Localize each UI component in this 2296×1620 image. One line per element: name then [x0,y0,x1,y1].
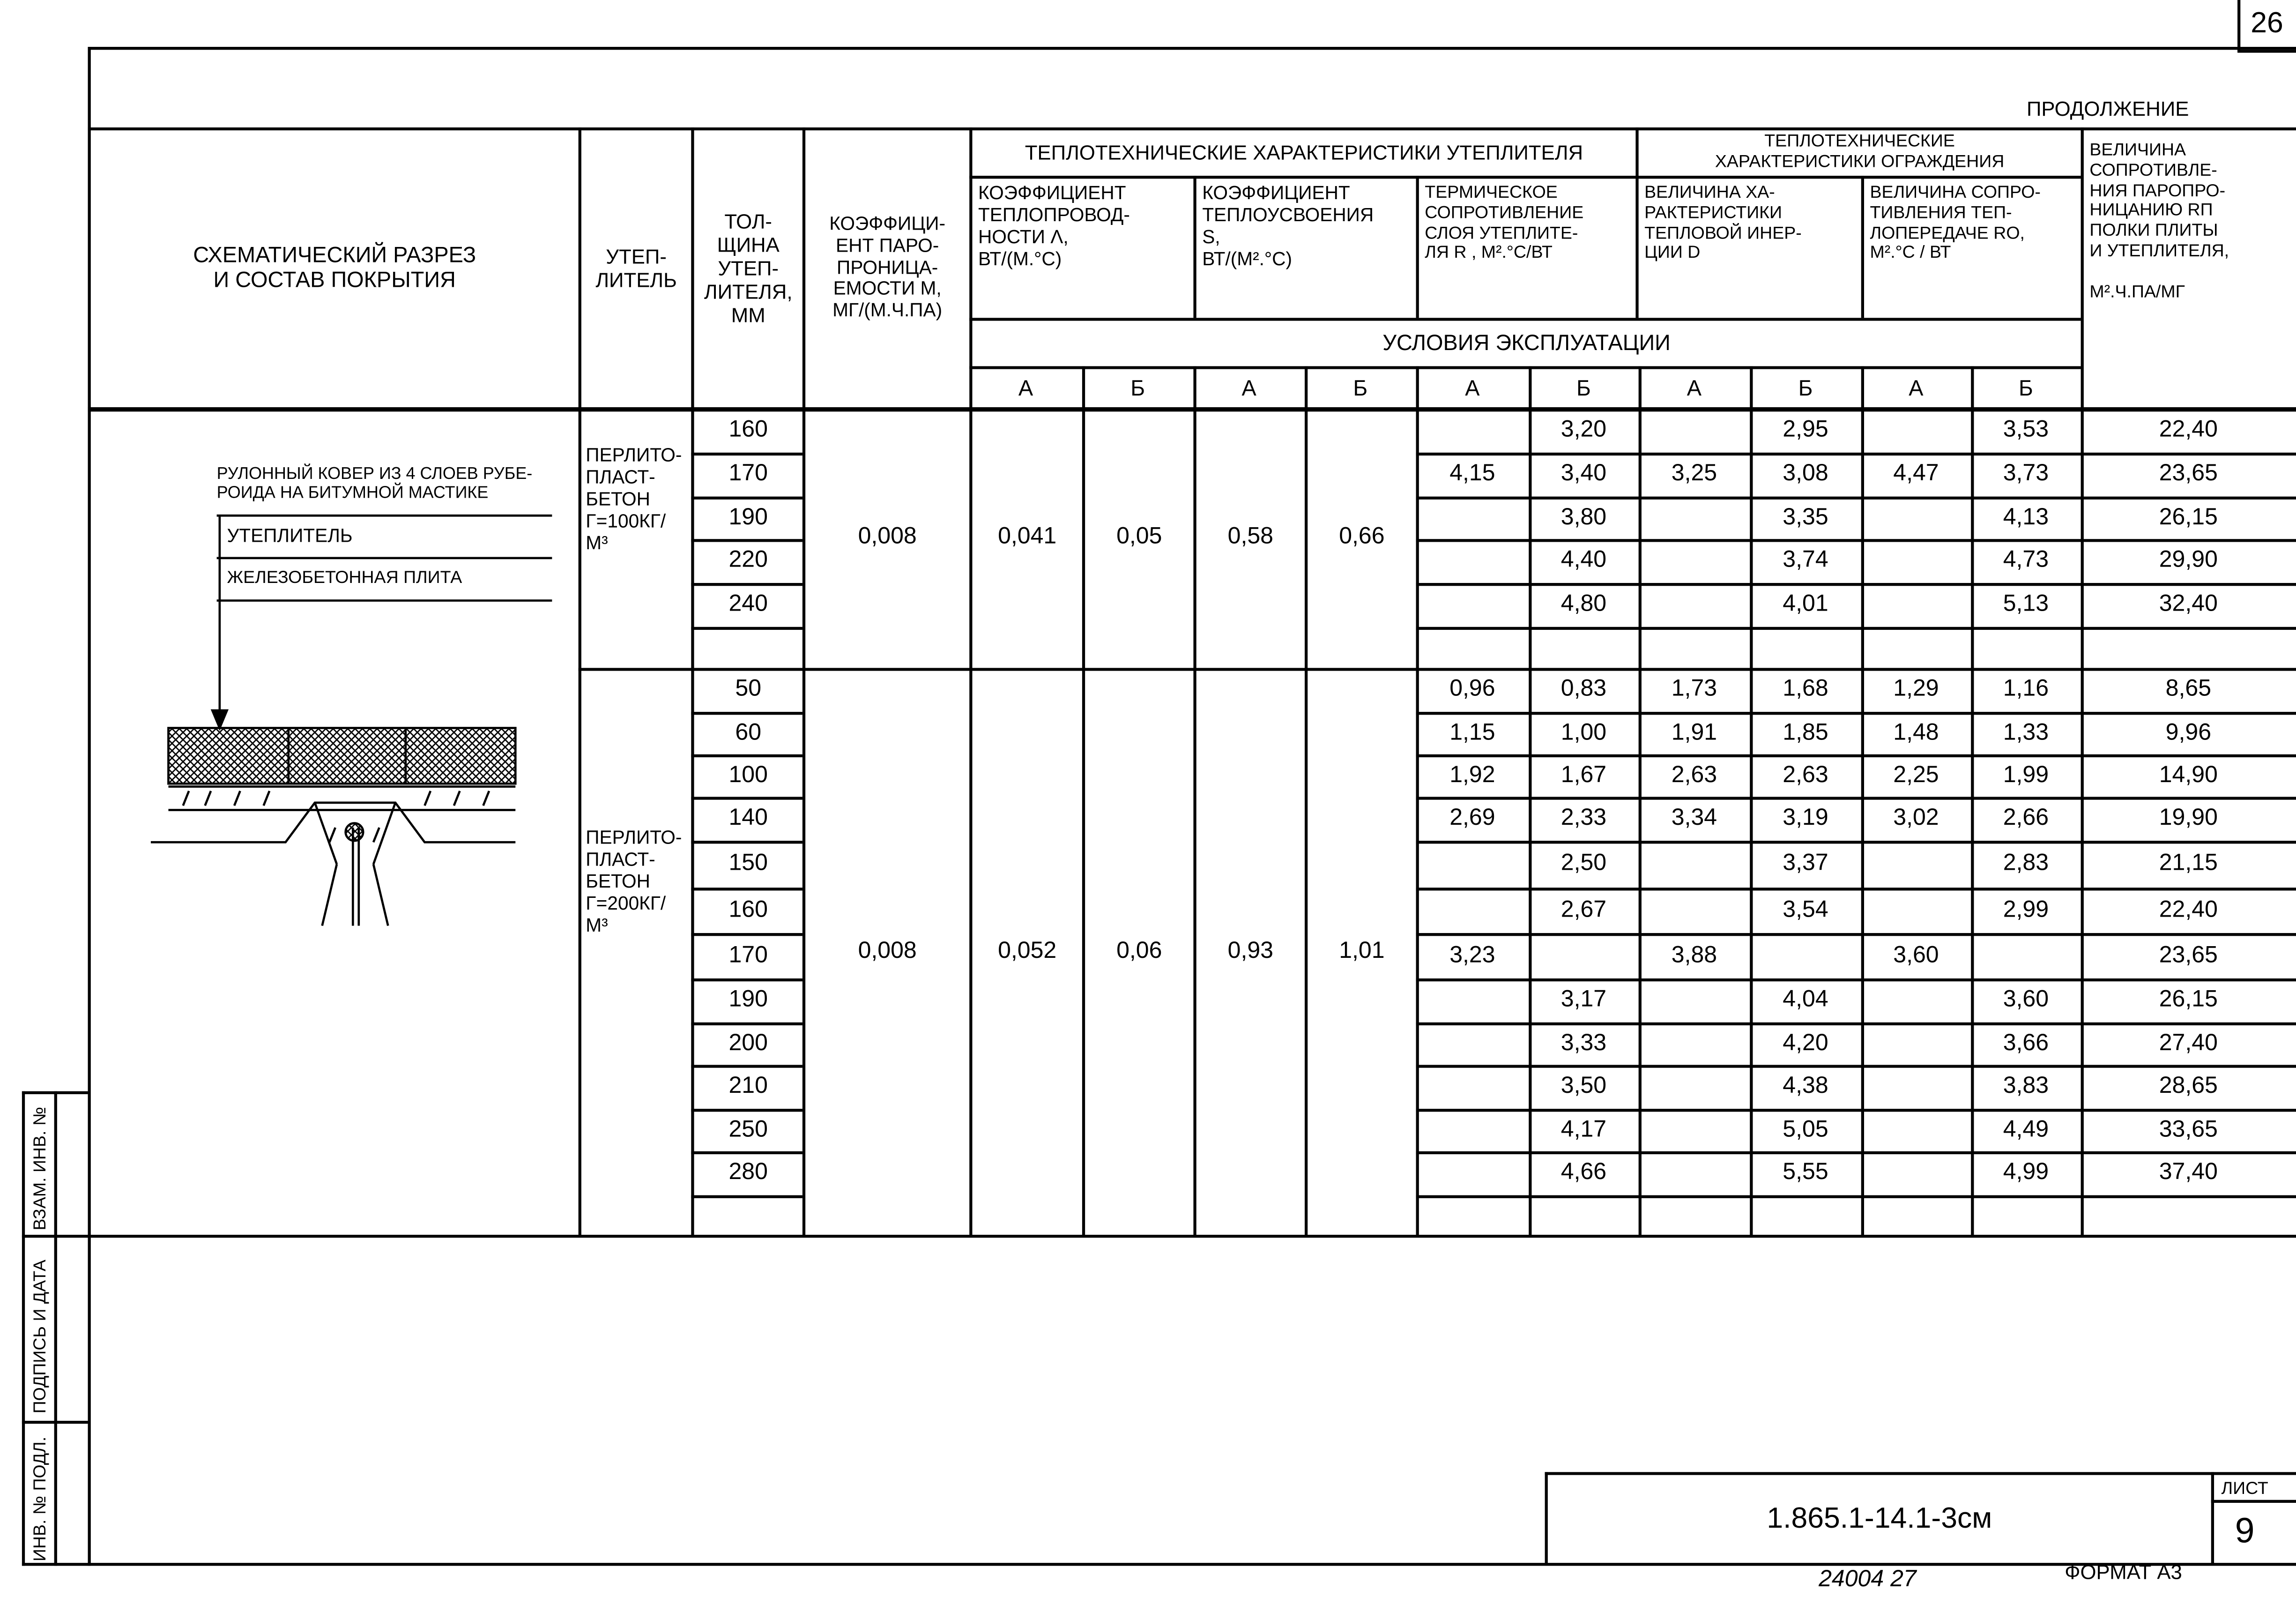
ro-b-value: 3,73 [2003,461,2049,486]
rp-value: 22,40 [2159,417,2218,442]
rp-value: 29,90 [2159,548,2218,573]
insulation-material: ПЕРЛИТО- ПЛАСТ- БЕТОН Γ=100КГ/М³ [586,444,682,553]
ro-b-value: 2,99 [2003,897,2049,922]
ro-b-value: 4,99 [2003,1160,2049,1185]
sheet-label: ЛИСТ [2221,1477,2268,1498]
thickness-value: 50 [735,677,762,702]
header-conditions: УСЛОВИЯ ЭКСПЛУАТАЦИИ [1382,331,1671,356]
r-b-value: 0,83 [1560,677,1607,702]
header-s: КОЭФФИЦИЕНТ ТЕПЛОУСВОЕНИЯ S, ВТ/(М².°С) [1202,181,1374,269]
d-b-value: 3,19 [1783,806,1828,831]
r-b-value: 4,17 [1560,1117,1607,1142]
header-ro: ВЕЛИЧИНА СОПРО- ТИВЛЕНИЯ ТЕП- ЛОПЕРЕДАЧЕ RO, М².°С / ВТ [1870,181,2041,263]
r-a-value: 1,92 [1449,762,1495,788]
rp-value: 22,40 [2159,897,2218,922]
r-b-value: 3,50 [1560,1074,1607,1099]
lambda-b-value: 0,05 [1116,524,1162,550]
d-b-value: 3,37 [1783,851,1828,876]
thickness-value: 60 [735,720,762,745]
d-b-value: 4,01 [1783,591,1828,617]
ro-a-value: 1,29 [1893,677,1939,702]
r-b-value: 2,33 [1560,806,1607,831]
paper-format: ФОРМАТ А3 [2065,1560,2182,1583]
thickness-value: 240 [728,591,768,617]
header-rp: ВЕЛИЧИНА СОПРОТИВЛЕ- НИЯ ПАРОПРО- НИЦАНИЮ RП ПОЛКИ ПЛИТЫ И УТЕПЛИТЕЛЯ, М².Ч.ПА/МГ [2089,139,2229,301]
thickness-value: 170 [728,461,768,486]
r-a-value: 4,15 [1449,461,1495,486]
d-a-value: 3,88 [1671,942,1717,968]
rp-value: 14,90 [2159,762,2218,788]
d-b-value: 1,68 [1783,677,1828,702]
condition-a: А [1909,375,1924,401]
header-scheme: СХЕМАТИЧЕСКИЙ РАЗРЕЗ И СОСТАВ ПОКРЫТИЯ [193,243,476,293]
insulation-material: ПЕРЛИТО- ПЛАСТ- БЕТОН Γ=200КГ/М³ [586,826,682,936]
layer-slab-label: ЖЕЛЕЗОБЕТОННАЯ ПЛИТА [227,567,462,588]
d-b-value: 3,74 [1783,548,1828,573]
thickness-value: 150 [728,851,768,876]
ro-b-value: 2,83 [2003,851,2049,876]
r-b-value: 4,80 [1560,591,1607,617]
rp-value: 23,65 [2159,461,2218,486]
header-d: ВЕЛИЧИНА ХА- РАКТЕРИСТИКИ ТЕПЛОВОЙ ИНЕР- ЦИИ D [1644,181,1802,263]
r-b-value: 1,67 [1560,762,1607,788]
r-b-value: 2,67 [1560,897,1607,922]
ro-a-value: 3,02 [1893,806,1939,831]
r-b-value: 2,50 [1560,851,1607,876]
d-a-value: 3,25 [1671,461,1717,486]
r-b-value: 3,20 [1560,417,1607,442]
condition-a: А [1018,375,1033,401]
ro-a-value: 1,48 [1893,720,1939,745]
rp-value: 27,40 [2159,1030,2218,1056]
stamp-signature-date: ПОДПИСЬ И ДАТА [29,1259,50,1414]
d-a-value: 3,34 [1671,806,1717,831]
thickness-value: 160 [728,417,768,442]
r-b-value: 3,40 [1560,461,1607,486]
ro-a-value: 2,25 [1893,762,1939,788]
thickness-value: 190 [728,504,768,530]
rp-value: 19,90 [2159,806,2218,831]
ro-b-value: 4,73 [2003,548,2049,573]
thickness-value: 220 [728,548,768,573]
d-b-value: 4,20 [1783,1030,1828,1056]
rp-value: 33,65 [2159,1117,2218,1142]
header-vapor-coef: КОЭФФИЦИ- ЕНТ ПАРО- ПРОНИЦА- ЕМОСТИ Μ, МГ/(М.Ч.ПА) [829,212,946,321]
header-insulation-group: ТЕПЛОТЕХНИЧЕСКИЕ ХАРАКТЕРИСТИКИ УТЕПЛИТЕЛЯ [1025,140,1583,164]
thickness-value: 200 [728,1030,768,1056]
header-enclosure-group: ТЕПЛОТЕХНИЧЕСКИЕ ХАРАКТЕРИСТИКИ ОГРАЖДЕНИЯ [1715,130,2005,172]
d-b-value: 3,08 [1783,461,1828,486]
thickness-value: 210 [728,1074,768,1099]
condition-a: А [1465,375,1480,401]
d-b-value: 4,04 [1783,987,1828,1012]
condition-b: Б [1798,375,1813,401]
thickness-value: 100 [728,762,768,788]
d-b-value: 5,55 [1783,1160,1828,1185]
ro-b-value: 1,99 [2003,762,2049,788]
thickness-value: 250 [728,1117,768,1142]
continuation-label: ПРОДОЛЖЕНИЕ [2026,97,2189,120]
header-r: ТЕРМИЧЕСКОЕ СОПРОТИВЛЕНИЕ СЛОЯ УТЕПЛИТЕ- ЛЯ R , М².°С/ВТ [1425,181,1584,263]
ro-b-value: 1,33 [2003,720,2049,745]
s-b-value: 0,66 [1339,524,1385,550]
ro-b-value: 3,66 [2003,1030,2049,1056]
s-a-value: 0,93 [1227,938,1273,963]
ro-b-value: 2,66 [2003,806,2049,831]
ro-b-value: 3,53 [2003,417,2049,442]
thickness-value: 160 [728,897,768,922]
rp-value: 21,15 [2159,851,2218,876]
rp-value: 37,40 [2159,1160,2218,1185]
lambda-a-value: 0,052 [998,938,1057,963]
layer-insulation-label: УТЕПЛИТЕЛЬ [227,524,353,546]
d-b-value: 4,38 [1783,1074,1828,1099]
r-b-value: 1,00 [1560,720,1607,745]
stamp-inv-orig: ИНВ. № ПОДЛ. [29,1436,50,1561]
lambda-b-value: 0,06 [1116,938,1162,963]
header-insulation: УТЕП- ЛИТЕЛЬ [595,244,677,292]
ro-a-value: 4,47 [1893,461,1939,486]
r-b-value: 4,66 [1560,1160,1607,1185]
ro-b-value: 5,13 [2003,591,2049,617]
rp-value: 9,96 [2165,720,2212,745]
sheet-number: 9 [2235,1511,2255,1552]
thickness-value: 280 [728,1160,768,1185]
thickness-value: 170 [728,942,768,968]
condition-b: Б [1130,375,1145,401]
header-lambda: КОЭФФИЦИЕНТ ТЕПЛОПРОВОД- НОСТИ Λ, ВТ/(М.°С) [978,181,1130,269]
condition-a: А [1241,375,1256,401]
r-b-value: 3,80 [1560,504,1607,530]
rp-value: 23,65 [2159,942,2218,968]
condition-b: Б [2019,375,2033,401]
thickness-value: 190 [728,987,768,1012]
d-b-value: 2,63 [1783,762,1828,788]
r-b-value: 4,40 [1560,548,1607,573]
ro-b-value: 3,83 [2003,1074,2049,1099]
d-a-value: 1,91 [1671,720,1717,745]
r-a-value: 2,69 [1449,806,1495,831]
lambda-a-value: 0,041 [998,524,1057,550]
thickness-value: 140 [728,806,768,831]
ro-a-value: 3,60 [1893,942,1939,968]
rp-value: 32,40 [2159,591,2218,617]
s-b-value: 1,01 [1339,938,1385,963]
rp-value: 8,65 [2165,677,2212,702]
ro-b-value: 1,16 [2003,677,2049,702]
vapor-coef-value: 0,008 [858,938,917,963]
rp-value: 26,15 [2159,504,2218,530]
rp-value: 26,15 [2159,987,2218,1012]
r-a-value: 1,15 [1449,720,1495,745]
corner-sheet-number: 26 [2251,7,2283,40]
d-b-value: 3,35 [1783,504,1828,530]
d-b-value: 1,85 [1783,720,1828,745]
ro-b-value: 4,49 [2003,1117,2049,1142]
condition-a: А [1687,375,1702,401]
header-thickness: ТОЛ- ЩИНА УТЕП- ЛИТЕЛЯ, ММ [704,209,793,327]
rp-value: 28,65 [2159,1074,2218,1099]
d-b-value: 5,05 [1783,1117,1828,1142]
condition-b: Б [1576,375,1591,401]
stamp-replace-inv: ВЗАМ. ИНВ. № [29,1106,50,1231]
d-b-value: 2,95 [1783,417,1828,442]
condition-b: Б [1353,375,1368,401]
d-a-value: 1,73 [1671,677,1717,702]
vapor-coef-value: 0,008 [858,524,917,550]
archive-number: 24004 27 [1819,1567,1917,1592]
r-a-value: 3,23 [1449,942,1495,968]
r-b-value: 3,17 [1560,987,1607,1012]
d-b-value: 3,54 [1783,897,1828,922]
layer-roofing-label: РУЛОННЫЙ КОВЕР ИЗ 4 СЛОЕВ РУБЕ- РОИДА НА БИТУМНОЙ МАСТИКЕ [216,465,533,502]
r-a-value: 0,96 [1449,677,1495,702]
s-a-value: 0,58 [1227,524,1273,550]
d-a-value: 2,63 [1671,762,1717,788]
r-b-value: 3,33 [1560,1030,1607,1056]
ro-b-value: 3,60 [2003,987,2049,1012]
ro-b-value: 4,13 [2003,504,2049,530]
document-code: 1.865.1-14.1-3см [1767,1502,1992,1535]
